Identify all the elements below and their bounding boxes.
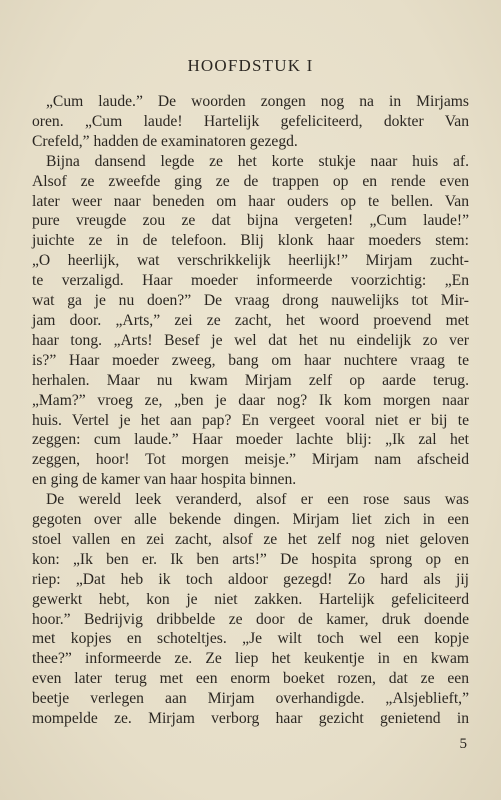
text-line: gewerkt hebt, kon je niet zakken. Hartelijk gefeliciteerd xyxy=(32,590,469,608)
text-line: „Cum laude.” De woorden zongen nog na in Mirjams xyxy=(46,93,469,110)
text-line: riep: „Dat heb ik toch aldoor gezegd! Zo hard als jij xyxy=(32,570,469,588)
text-line: mompelde ze. Mirjam verborg haar gezicht genietend in xyxy=(32,710,469,728)
text-line: even later terug met een enorm boeket rozen, dat ze een xyxy=(32,670,469,688)
text-line: oren. „Cum laude! Hartelijk gefeliciteerd, dokter Van xyxy=(32,112,469,130)
text-line: te verzaligd. Haar moeder informeerde voorzichtig: „En xyxy=(32,272,469,290)
text-line: kon: „Ik ben er. Ik ben arts!” De hospita sprong op en xyxy=(32,550,469,568)
text-line: herhalen. Maar nu kwam Mirjam zelf op aarde terug. xyxy=(32,371,469,389)
text-line: De wereld leek veranderd, alsof er een rose saus was xyxy=(46,491,469,509)
text-line: haar tong. „Arts! Besef je wel dat het nu eindelijk zo ver xyxy=(32,331,469,349)
text-line: Bijna dansend legde ze het korte stukje naar huis af. xyxy=(46,152,469,170)
text-line: gegoten over alle bekende dingen. Mirjam liet zich in een xyxy=(32,511,469,529)
text-line: thee?” informeerde ze. Ze liep het keukentje in en kwam xyxy=(32,650,469,668)
text-line: stoel vallen en zei zacht, alsof ze het zelf nog niet geloven xyxy=(32,530,469,548)
text-line: zeggen: cum laude.” Haar moeder lachte blij: „Ik zal het xyxy=(32,431,469,449)
text-line: „Mam?” vroeg ze, „ben je daar nog? Ik kom morgen naar xyxy=(32,391,469,409)
text-line: pure vreugde zou ze dat bijna vergeten! „Cum laude!” xyxy=(32,212,469,230)
text-line: is?” Haar moeder zweeg, bang om haar nuchtere vraag te xyxy=(32,351,469,369)
text-line: Crefeld,” hadden de examinatoren gezegd. xyxy=(32,132,298,150)
text-line: en ging de kamer van haar hospita binnen. xyxy=(32,471,297,489)
text-line: juichte ze in de telefoon. Blij klonk haar moeders stem: xyxy=(32,232,469,250)
page-number: 5 xyxy=(459,736,467,752)
text-line: Alsof ze zweefde ging ze de trappen op en rende even xyxy=(32,172,469,190)
text-line: met kopjes en schoteltjes. „Je wilt toch wel een kopje xyxy=(32,630,469,648)
text-line: „O heerlijk, wat verschrikkelijk heerlijk!” Mirjam zucht- xyxy=(32,252,469,270)
chapter-title: HOOFDSTUK I xyxy=(187,56,314,75)
text-line: hoor.” Bedrijvig dribbelde ze door de kamer, druk doende xyxy=(32,610,469,628)
text-line: jam door. „Arts,” zei ze zacht, het woord proevend met xyxy=(32,311,469,329)
text-line: wat ga je nu doen?” De vraag drong nauwelijks tot Mir- xyxy=(32,292,469,310)
text-line: beetje verlegen aan Mirjam overhandigde. „Alsjeblieft,” xyxy=(32,690,469,708)
text-line: zeggen, hoor! Tot morgen meisje.” Mirjam nam afscheid xyxy=(32,451,469,469)
text-line: huis. Vertel je het aan pap? En vergeet vooral niet er bij te xyxy=(32,411,469,429)
text-line: later weer naar beneden om haar ouders op te bellen. Van xyxy=(32,192,469,210)
body-text xyxy=(32,92,469,729)
